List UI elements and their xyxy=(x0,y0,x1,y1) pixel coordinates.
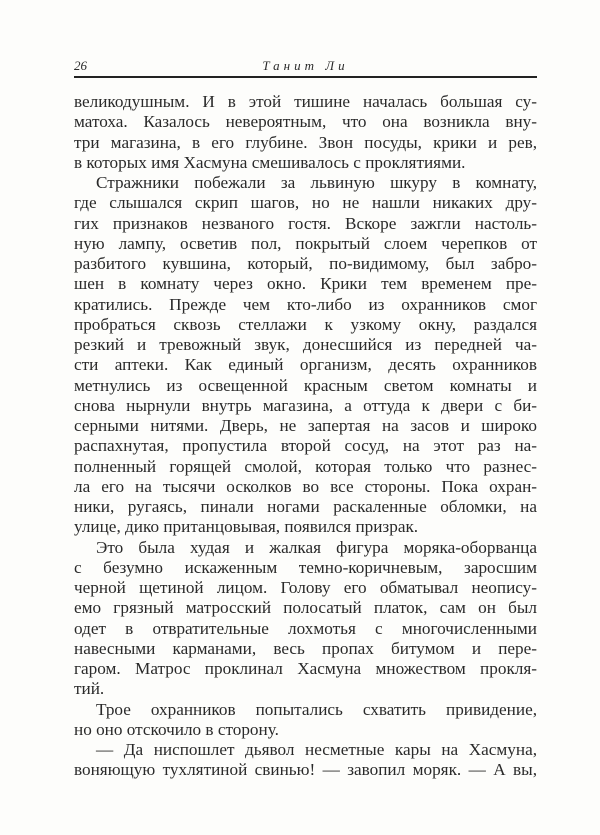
text-line: матоха. Казалось невероятным, что она возникла вну- xyxy=(74,112,537,132)
text-line: Трое охранников попытались схватить привидение, xyxy=(96,699,537,719)
text-line: снова нырнули внутрь магазина, а оттуда к двери с би- xyxy=(74,395,537,415)
text-line: Это была худая и жалкая фигура моряка-оборванца xyxy=(96,537,537,557)
text-line: серными нитями. Дверь, не запертая на засов и широко xyxy=(74,416,537,435)
text-line: пробраться сквозь стеллажи к узкому окну, раздался xyxy=(74,314,537,334)
text-line: — Да ниспошлет дьявол несметные кары на Хасмуна, xyxy=(96,740,537,759)
paragraph xyxy=(74,700,537,741)
text-line: гих признаков незваного гостя. Вскоре зажгли настоль- xyxy=(74,213,537,233)
text-line: емо грязный матросский полосатый платок, сам он был xyxy=(74,598,537,618)
paragraph xyxy=(74,173,537,538)
text-line: кратились. Прежде чем кто-либо из охранников смог xyxy=(74,294,537,314)
paragraph xyxy=(74,92,537,173)
text-line: великодушным. И в этой тишине началась большая су- xyxy=(74,92,537,111)
paragraph xyxy=(74,740,537,781)
text-line: метнулись из освещенной красным светом комнаты и xyxy=(74,375,537,395)
text-line: Стражники побежали за львиную шкуру в комнату, xyxy=(96,173,537,192)
text-line: с безумно искаженным темно-коричневым, заросшим xyxy=(74,557,537,577)
text-line: полненный горящей смолой, которая только что разнес- xyxy=(74,456,537,476)
text-line: распахнутая, пропустила второй сосуд, на этот раз на- xyxy=(74,436,537,456)
text-line: разбитого кувшина, который, по-видимому, был забро- xyxy=(74,254,537,273)
text-line: но оно отскочило в сторону. xyxy=(74,719,279,739)
running-title: Танит Ли xyxy=(262,58,349,73)
text-line: тий. xyxy=(74,679,105,699)
text-line: черной щетиной лицом. Голову его обматывал неопису- xyxy=(74,578,537,597)
body-text xyxy=(74,92,537,781)
text-line: воняющую тухлятиной свинью! — завопил моряк. — А вы, xyxy=(74,760,537,780)
paragraph xyxy=(74,538,537,700)
text-line: улице, дико пританцовывая, появился призрак. xyxy=(74,517,419,537)
page-number: 26 xyxy=(74,58,87,73)
text-line: ную лампу, осветив пол, покрытый слоем черепков от xyxy=(74,233,537,253)
text-line: ники, ругаясь, пинали ногами раскаленные обломки, на xyxy=(74,497,537,516)
text-line: сти аптеки. Как единый организм, десять охранников xyxy=(74,355,537,375)
page-header xyxy=(74,58,537,78)
text-line: где слышался скрип шагов, но не нашли никаких дру- xyxy=(74,193,537,213)
text-line: шен в комнату через окно. Крики тем временем пре- xyxy=(74,274,537,294)
text-line: резкий и тревожный звук, донесшийся из передней ча- xyxy=(74,335,537,354)
text-line: ла его на тысячи осколков во все стороны. Пока охран- xyxy=(74,476,537,496)
text-line: гаром. Матрос проклинал Хасмуна множеством прокля- xyxy=(74,659,537,678)
text-line: три магазина, в его глубине. Звон посуды, крики и рев, xyxy=(74,132,537,152)
text-line: навесными карманами, весь пропах битумом и пере- xyxy=(74,638,537,658)
text-line: одет в отвратительные лохмотья с многочисленными xyxy=(74,618,537,638)
text-line: в которых имя Хасмуна смешивалось с проклятиями. xyxy=(74,152,466,172)
